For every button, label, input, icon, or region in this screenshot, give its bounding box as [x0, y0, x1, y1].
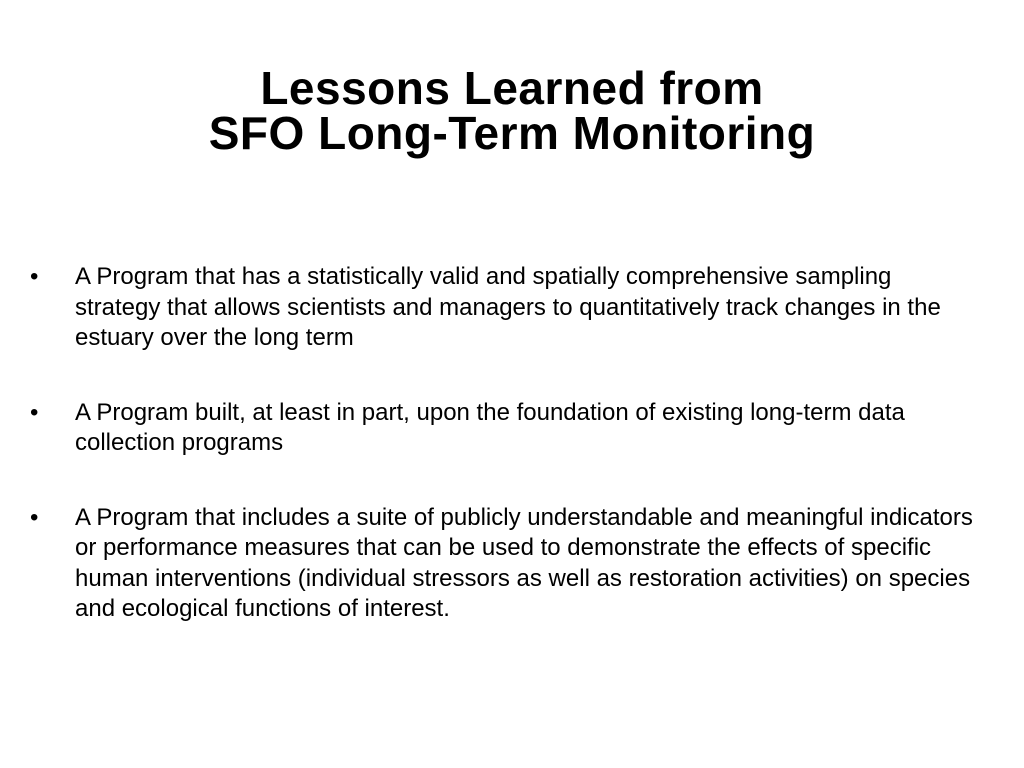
bullet-text: A Program that has a statistically valid and spatially comprehensive sampling strategy that allows scientists and managers to quantitatively track changes in the estuary over the long term: [75, 263, 941, 351]
bullet-marker: •: [30, 398, 39, 426]
bullet-item: [0, 503, 1024, 625]
slide-title: [0, 62, 1024, 159]
slide-title-line-1: Lessons Learned from: [260, 62, 764, 114]
bullet-marker: •: [30, 503, 39, 531]
bullet-item: [0, 262, 1024, 354]
bullet-text: A Program that includes a suite of publicly understandable and meaningful indicators or performance measures that can be used to demonstrate the effects of specific human interventions (individual stressors as well as restoration activities) on species and ecological functions of interest.: [75, 503, 973, 622]
bullet-item: [0, 398, 1024, 459]
bullet-marker: •: [30, 263, 39, 290]
bullet-list: [0, 262, 1024, 669]
slide-title-line-2: SFO Long-Term Monitoring: [208, 107, 816, 159]
bullet-text: A Program built, at least in part, upon the foundation of existing long-term data collection programs: [75, 398, 905, 456]
